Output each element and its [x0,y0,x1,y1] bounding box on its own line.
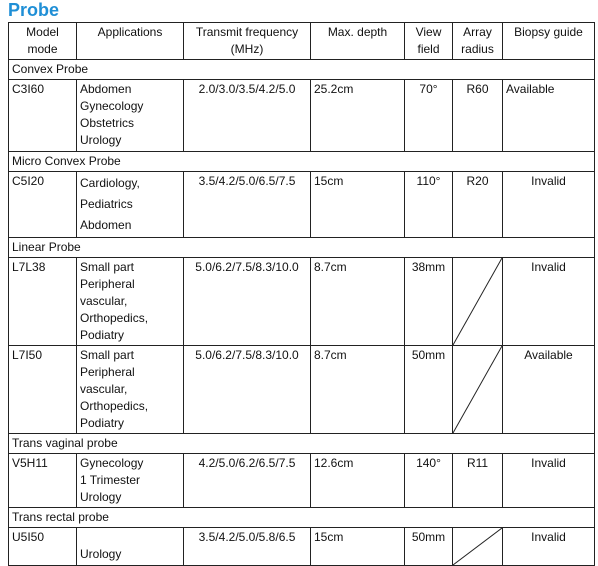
application-item: Gynecology [80,456,144,470]
biopsy-cell: Invalid [503,172,595,238]
application-item: Peripheral [80,365,135,379]
header-model-mode: Model mode [9,23,77,60]
application-item: Orthopedics, [80,311,149,325]
table-row [9,346,595,434]
frequency-cell: 3.5/4.2/5.0/5.8/6.5 [184,528,311,566]
application-item: Urology [80,490,122,504]
application-item: Podiatry [80,416,125,430]
applications-cell [77,454,184,508]
biopsy-cell: Invalid [503,454,595,508]
application-item: Urology [80,133,122,147]
frequency-cell: 2.0/3.0/3.5/4.2/5.0 [184,80,311,152]
application-item [80,529,180,546]
depth-cell: 8.7cm [311,346,405,434]
table-row [9,80,595,152]
header-row [9,23,595,60]
frequency-cell: 5.0/6.2/7.5/8.3/10.0 [184,346,311,434]
page-title: Probe [8,0,60,20]
view-field-cell: 38mm [405,258,453,346]
model-cell: L7I50 [9,346,77,434]
section-row [9,434,595,454]
biopsy-cell: Invalid [503,528,595,566]
header-view-field: View field [405,23,453,60]
section-row [9,152,595,172]
view-field-cell: 70° [405,80,453,152]
section-row [9,60,595,80]
section-row [9,508,595,528]
array-radius-cell-na [453,346,503,434]
table-row [9,258,595,346]
header-array-radius: Array radius [453,23,503,60]
array-radius-cell: R20 [453,172,503,238]
application-item: Obstetrics [80,116,135,130]
diagonal-slash-icon [453,346,502,433]
application-item: Gynecology [80,99,144,113]
section-label: Trans vaginal probe [9,434,595,454]
application-item: Orthopedics, [80,399,149,413]
biopsy-cell: Available [503,346,595,434]
application-item: Cardiology, [80,176,140,190]
applications-cell [77,172,184,238]
application-item: Small part [80,348,135,362]
application-item: Podiatry [80,328,125,342]
application-item: 1 Trimester [80,473,141,487]
application-item: vascular, [80,382,128,396]
view-field-cell: 50mm [405,528,453,566]
header-transmit-frequency: Transmit frequency (MHz) [184,23,311,60]
view-field-cell: 50mm [405,346,453,434]
application-item: Small part [80,260,135,274]
table-row [9,172,595,238]
application-item: Pediatrics [80,197,133,211]
diagonal-slash-icon [453,258,502,345]
model-cell: U5I50 [9,528,77,566]
frequency-cell: 4.2/5.0/6.2/6.5/7.5 [184,454,311,508]
model-cell: C5I20 [9,172,77,238]
table-row [9,454,595,508]
section-row [9,238,595,258]
biopsy-cell: Available [503,80,595,152]
view-field-cell: 110° [405,172,453,238]
applications-cell [77,80,184,152]
depth-cell: 8.7cm [311,258,405,346]
probe-table [8,22,595,566]
header-biopsy-guide: Biopsy guide [503,23,595,60]
biopsy-cell: Invalid [503,258,595,346]
array-radius-cell: R60 [453,80,503,152]
section-label: Trans rectal probe [9,508,595,528]
applications-cell [77,346,184,434]
frequency-cell: 5.0/6.2/7.5/8.3/10.0 [184,258,311,346]
array-radius-cell-na [453,258,503,346]
header-max-depth: Max. depth [311,23,405,60]
section-label: Micro Convex Probe [9,152,595,172]
depth-cell: 25.2cm [311,80,405,152]
section-label: Linear Probe [9,238,595,258]
frequency-cell: 3.5/4.2/5.0/6.5/7.5 [184,172,311,238]
depth-cell: 15cm [311,172,405,238]
application-item: Peripheral [80,277,135,291]
depth-cell: 15cm [311,528,405,566]
application-item: Urology [80,547,122,561]
model-cell: L7L38 [9,258,77,346]
section-label: Convex Probe [9,60,595,80]
model-cell: V5H11 [9,454,77,508]
depth-cell: 12.6cm [311,454,405,508]
header-applications: Applications [77,23,184,60]
application-item: Abdomen [80,82,132,96]
model-cell: C3I60 [9,80,77,152]
applications-cell [77,258,184,346]
application-item: Abdomen [80,218,132,232]
array-radius-cell: R11 [453,454,503,508]
application-item: vascular, [80,294,128,308]
view-field-cell: 140° [405,454,453,508]
